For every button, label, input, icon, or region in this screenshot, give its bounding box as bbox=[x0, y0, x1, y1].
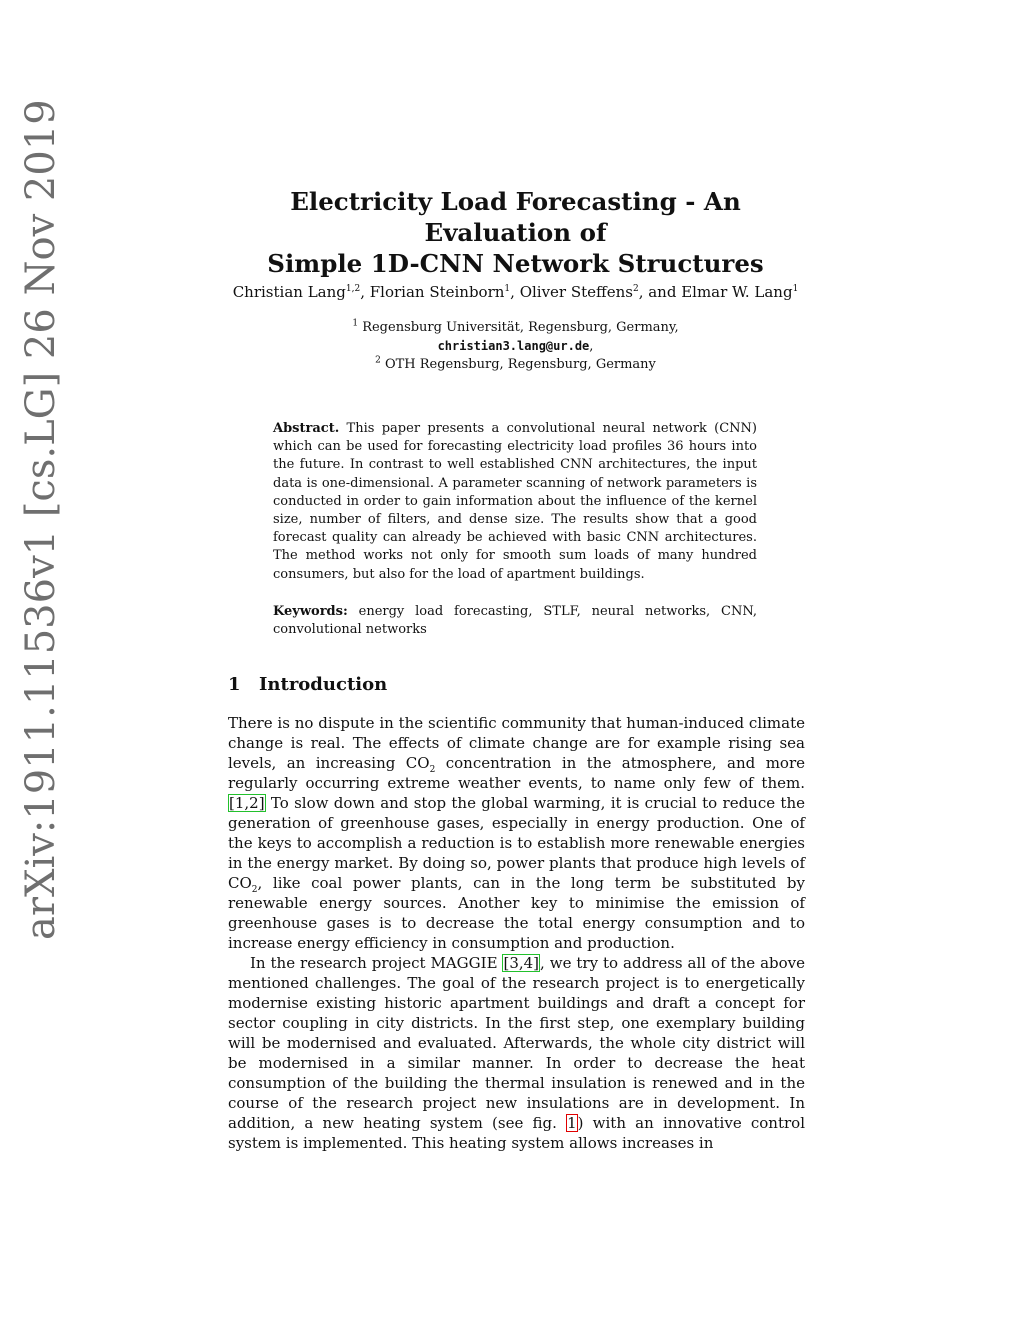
affiliations bbox=[228, 319, 803, 374]
introduction-body bbox=[228, 713, 805, 1153]
subscript: 2 bbox=[251, 885, 258, 895]
title-line-1: Electricity Load Forecasting - An Evaluation of bbox=[290, 187, 741, 247]
author-affiliation-mark: 1 bbox=[504, 284, 511, 294]
author-affiliation-mark: 1,2 bbox=[345, 284, 361, 294]
author-name: , and Elmar W. Lang bbox=[638, 283, 793, 301]
paragraph-1 bbox=[228, 713, 805, 953]
author-name: , Oliver Steffens bbox=[510, 283, 633, 301]
email-line bbox=[228, 337, 803, 356]
author-affiliation-mark: 2 bbox=[632, 284, 639, 294]
subscript: 2 bbox=[429, 765, 436, 775]
keywords bbox=[273, 603, 757, 639]
affiliation-text: OTH Regensburg, Regensburg, Germany bbox=[380, 357, 656, 372]
section-number: 1 bbox=[228, 674, 241, 695]
paragraph-text: , like coal power plants, can in the long term be substituted by renewable energy sources. Another key to minimise the emission of greenhouse gases is to decrease the total energy consumption and to increase energy efficiency in consumption and production. bbox=[228, 874, 805, 952]
paragraph-text: In the research project MAGGIE bbox=[250, 954, 503, 972]
author-email-link[interactable]: christian3.lang@ur.de bbox=[437, 339, 590, 353]
abstract-label: Abstract. bbox=[273, 421, 340, 436]
citation-link[interactable]: [3,4] bbox=[503, 954, 540, 972]
section-title: Introduction bbox=[259, 674, 388, 695]
affiliation-2 bbox=[228, 356, 803, 374]
keywords-text: energy load forecasting, STLF, neural networks, CNN, convolutional networks bbox=[273, 604, 757, 638]
abstract bbox=[273, 420, 757, 584]
citation-link[interactable]: [1,2] bbox=[229, 794, 265, 812]
author-affiliation-mark: 1 bbox=[792, 284, 799, 294]
keywords-label: Keywords: bbox=[273, 604, 348, 619]
author-name: Christian Lang bbox=[232, 283, 346, 301]
paragraph-text: ) with an innovative control system is implemented. This heating system allows increases in bbox=[228, 1114, 805, 1152]
affiliation-number: 1 bbox=[352, 318, 359, 329]
paragraph-text: concentration in the atmosphere, and more regularly occurring extreme weather events, to name only few of them. bbox=[228, 754, 805, 792]
affiliation-text: Regensburg Universität, Regensburg, Germany, bbox=[358, 320, 679, 335]
section-heading-introduction bbox=[228, 673, 387, 697]
abstract-text: This paper presents a convolutional neural network (CNN) which can be used for forecasting electricity load profiles 36 hours into the future. In contrast to well established CNN architectures, the input data is one-dimensional. A parameter scanning of network parameters is conducted in order to gain information about the influence of the kernel size, number of filters, and dense size. The results show that a good forecast quality can already be achieved with basic CNN architectures. The method works not only for smooth sum loads of many hundred consumers, but also for the load of apartment buildings. bbox=[273, 421, 757, 582]
paragraph-text: To slow down and stop the global warming, it is crucial to reduce the generation of greenhouse gases, especially in energy production. One of the keys to accomplish a reduction is to establish more renewable energies in the energy market. By doing so, power plants that produce high levels of CO bbox=[228, 794, 805, 892]
author-list bbox=[228, 282, 803, 302]
email-suffix: , bbox=[589, 339, 594, 354]
affiliation-number: 2 bbox=[375, 355, 381, 366]
affiliation-1 bbox=[228, 319, 803, 337]
paragraph-2 bbox=[228, 953, 805, 1153]
figure-reference-link[interactable]: 1 bbox=[567, 1114, 577, 1132]
paper-title bbox=[228, 186, 803, 279]
paragraph-text: There is no dispute in the scientific community that human-induced climate change is real. The effects of climate change are for example rising sea levels, an increasing CO bbox=[228, 714, 805, 772]
paragraph-text: , we try to address all of the above mentioned challenges. The goal of the research project is to energetically modernise existing historic apartment buildings and draft a concept for sector coupling in city districts. In the first step, one exemplary building will be modernised and evaluated. Afterwards, the whole city district will be modernised in a similar manner. In order to decrease the heat consumption of the building the thermal insulation is renewed and in the course of the research project new insulations are in development. In addition, a new heating system (see fig. bbox=[228, 954, 805, 1132]
author-name: , Florian Steinborn bbox=[360, 283, 505, 301]
arxiv-identifier: arXiv:1911.11536v1 [cs.LG] 26 Nov 2019 bbox=[18, 99, 64, 940]
title-line-2: Simple 1D-CNN Network Structures bbox=[267, 249, 764, 278]
